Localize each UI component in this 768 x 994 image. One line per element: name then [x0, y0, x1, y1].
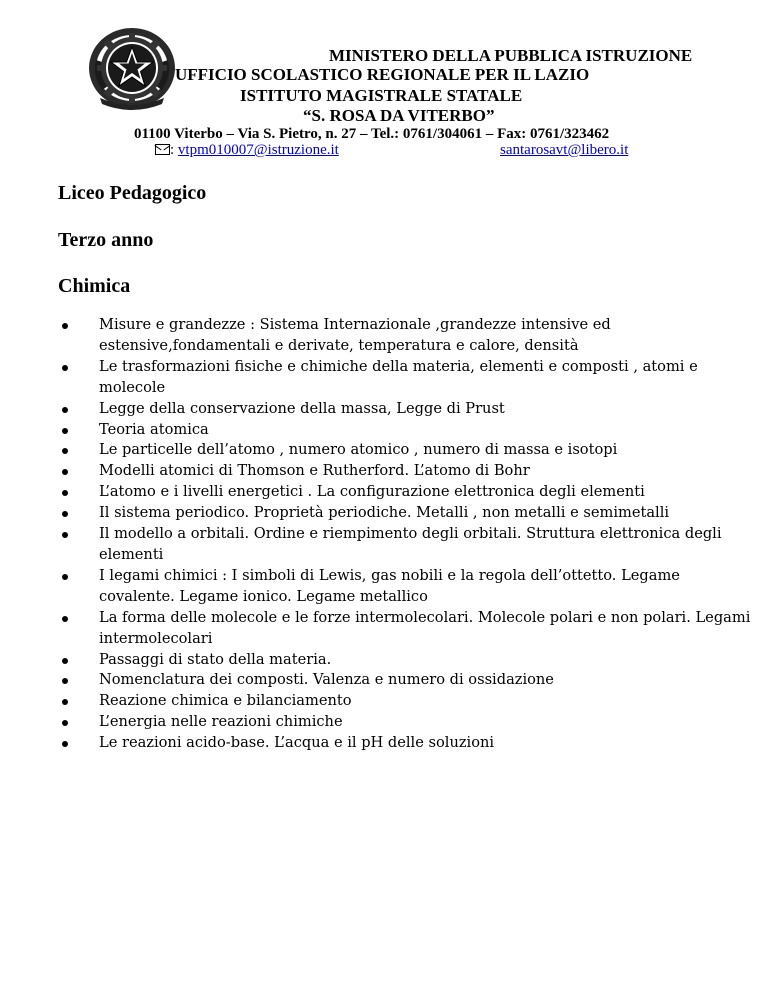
subject-heading: Chimica: [58, 275, 131, 297]
bullet-icon: [62, 407, 68, 413]
bullet-icon: [62, 720, 68, 726]
course-heading: Liceo Pedagogico: [58, 182, 207, 204]
bullet-icon: [62, 448, 68, 454]
bullet-icon: [62, 490, 68, 496]
list-item-text: I legami chimici : I simboli di Lewis, gas nobili e la regola dell’ottetto. Legame covalente. Legame ionico. Legame metallico: [99, 566, 680, 605]
list-item: [62, 608, 752, 650]
list-item-text: Le reazioni acido-base. L’acqua e il pH delle soluzioni: [99, 734, 495, 752]
bullet-icon: [62, 365, 68, 371]
ministry-name: MINISTERO DELLA PUBBLICA ISTRUZIONE: [329, 46, 693, 65]
list-item: [62, 399, 752, 420]
envelope-icon: [155, 144, 170, 155]
list-item: [62, 357, 752, 399]
bullet-icon: [62, 678, 68, 684]
list-item-text: Nomenclatura dei composti. Valenza e numero di ossidazione: [99, 671, 554, 689]
institute-name: “S. ROSA DA VITERBO”: [303, 106, 495, 125]
bullet-icon: [62, 323, 68, 329]
year-heading: Terzo anno: [58, 229, 154, 251]
bullet-icon: [62, 741, 68, 747]
list-item-text: Il modello a orbitali. Ordine e riempimento degli orbitali. Struttura elettronica degli elementi: [99, 525, 722, 563]
list-item: [62, 315, 752, 357]
list-item-text: Legge della conservazione della massa, Legge di Prust: [99, 399, 505, 417]
list-item: [62, 650, 752, 671]
list-item: [62, 733, 752, 754]
list-item-text: Teoria atomica: [99, 420, 209, 438]
email-prefix: :: [170, 142, 178, 158]
list-item-text: Misure e grandezze : Sistema Internazionale ,grandezze intensive ed estensive,fondamentali e derivate, temperatura e calore, densità: [99, 316, 611, 354]
bullet-icon: [62, 658, 68, 664]
bullet-icon: [62, 616, 68, 622]
regional-office-name: UFFICIO SCOLASTICO REGIONALE PER IL LAZIO: [175, 65, 590, 84]
list-item-text: L’energia nelle reazioni chimiche: [99, 713, 343, 731]
institute-type: ISTITUTO MAGISTRALE STATALE: [240, 86, 523, 105]
list-item-text: Reazione chimica e bilanciamento: [99, 692, 352, 710]
list-item: [62, 420, 752, 441]
list-item: [62, 691, 752, 712]
topic-list: [62, 315, 752, 754]
list-item: [62, 482, 752, 503]
bullet-icon: [62, 469, 68, 475]
bullet-icon: [62, 428, 68, 434]
list-item: [62, 440, 752, 461]
list-item-text: Passaggi di stato della materia.: [99, 650, 332, 668]
list-item-text: L’atomo e i livelli energetici . La configurazione elettronica degli elementi: [99, 483, 645, 501]
list-item-text: Le trasformazioni fisiche e chimiche della materia, elementi e composti , atomi e molecole: [99, 357, 698, 396]
list-item: [62, 712, 752, 733]
institute-address: 01100 Viterbo – Via S. Pietro, n. 27 – Tel.: 0761/304061 – Fax: 0761/323462: [134, 126, 610, 142]
email-link-libero[interactable]: santarosavt@libero.it: [500, 142, 629, 158]
list-item-text: Il sistema periodico. Proprietà periodiche. Metalli , non metalli e semimetalli: [99, 504, 670, 522]
bullet-icon: [62, 574, 68, 580]
contact-row: [155, 142, 339, 159]
italian-republic-emblem-icon: [86, 20, 178, 112]
bullet-icon: [62, 511, 68, 517]
list-item: [62, 461, 752, 482]
list-item-text: Le particelle dell’atomo , numero atomico , numero di massa e isotopi: [99, 441, 618, 459]
email-link-istruzione[interactable]: vtpm010007@istruzione.it: [177, 142, 339, 158]
list-item: [62, 524, 752, 566]
list-item: [62, 670, 752, 691]
bullet-icon: [62, 532, 68, 538]
list-item-text: La forma delle molecole e le forze intermolecolari. Molecole polari e non polari. Legami intermolecolari: [99, 608, 751, 647]
bullet-icon: [62, 699, 68, 705]
list-item: [62, 566, 752, 608]
list-item: [62, 503, 752, 524]
list-item-text: Modelli atomici di Thomson e Rutherford. L’atomo di Bohr: [99, 462, 530, 480]
